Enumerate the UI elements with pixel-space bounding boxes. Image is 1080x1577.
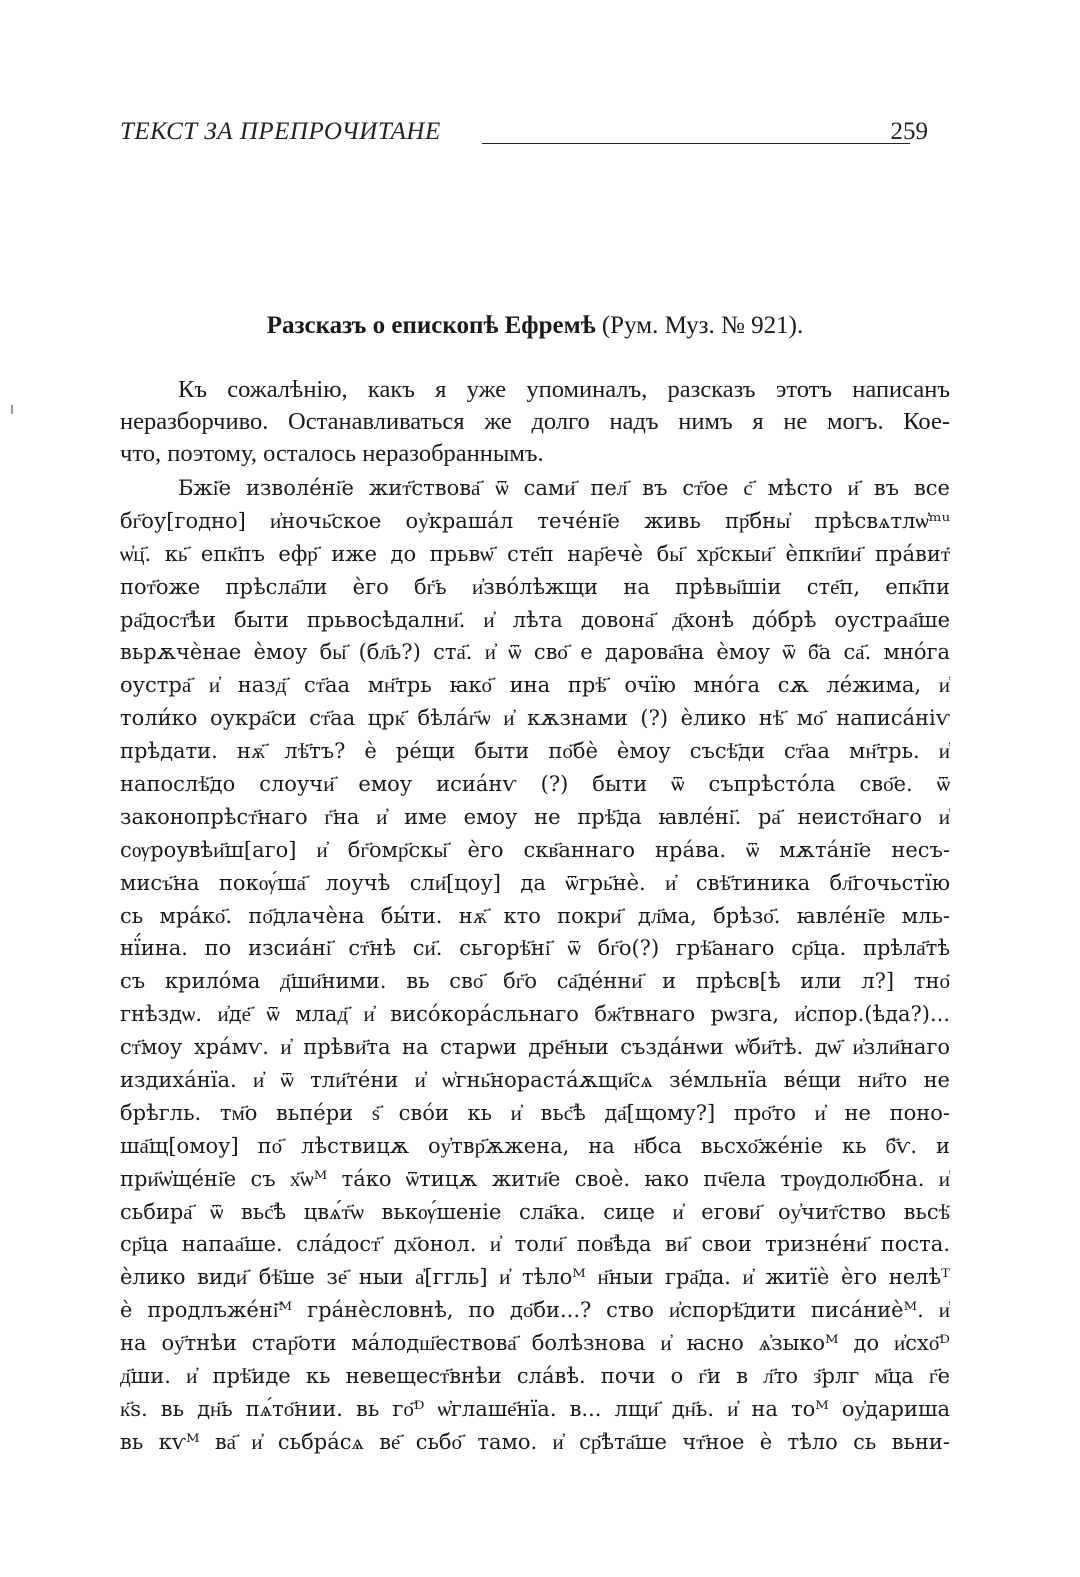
- slavonic-text: [120, 472, 950, 1459]
- heading-title: Разсказъ о епископѣ Ефремѣ: [266, 312, 596, 339]
- text-line: сѹроувѣи҃ш[аго] и҆ бг҃омр҃скы҃ ѐго скв҃аннаго нра́ва. ѿ мѫта́ні҃е несъ-: [120, 837, 950, 862]
- text-line: к҃ѕ. вь дн҃ь пѧ́то҃нии. вь го҃ᴰ ѡ҆глаше҃нїа. в... лщи҃ дн҃ь. и҆ на тоᴹ оу҆дариша: [120, 1396, 950, 1421]
- page-number: 259: [890, 118, 928, 145]
- text-line: пот҃оже прѣсла҃ли ѐго бг҃ь и҆зво́лѣжщи на прѣвы҃шіи сте҃п, епк҃пи: [120, 574, 950, 599]
- text-line: напослѣ҃до слоучи҃ емоу исиа́нѵ (?) быти ѿ съпрѣсто́ла сво҃е. ѿ: [120, 772, 950, 797]
- text-line: издиха́нїа. и҆ ѿ тли҃те́ни и҆ ѡ҆гнь҃нораста́ѫщи҃сѧ зе́мльнїа ве́щи ни҃то не: [120, 1068, 950, 1093]
- text-line: мисъ҃на покѹ́ша҃ лоучѣ сли҃[цоу] да ѿгрь҃нѐ. и҆ свѣ҃тиника бл҃гочьстїю: [120, 870, 950, 895]
- text-line: вьрѫчѐнае ѐмоу бы҃ (бл҃ь?) ста҃. и҆ ѿ сво҃ е дарова҃на ѐмоу ѿ б҃а са҃. мно́га: [120, 640, 950, 665]
- text-line: вь кѵᴹ ва҃ и҆ сьбра́сѧ ве҃ сьбо҃ тамо. и҆ ср҃ѣта҃ше чт҃ное ѐ тѣло сь вьни-: [120, 1429, 950, 1454]
- text-line: съ крило́ма д҃ши҃ними. вь сво҃ бг҃о са҃де́нни҃ и прѣсв[ѣ или л?] тно҃: [120, 969, 950, 994]
- text-line: нї́ина. по изсиа́ні҃ ст҃нѣ си҃. сьгорѣ҃ні҃ ѿ бг҃о(?) грѣ҃анаго ср҃ца. прѣла҃тѣ: [120, 936, 950, 961]
- running-head-title: ТЕКСТ ЗА ПРЕПРОЧИТАНЕ: [120, 118, 441, 145]
- text-line: ша҃щ[омоу] по҃ лѣствицѫ оу҆твр҃ѫжена, на н҃бса вьсхо҃же́ніе кь б҃ѵ. и: [120, 1133, 950, 1158]
- text-line: ра҃дост҃ѣи быти прьвосѣдални҃. и҆ лѣта довона҃ д҃хонѣ до́брѣ оустраа҃ше: [120, 607, 950, 632]
- section-heading: [120, 312, 950, 340]
- text-line: ст҃моу хра́мѵ. и҆ прѣви҃та на старѡи дре҃ныи създа́нѡи ѡ҆би҃тѣ. дѡ҃ и҆зли҃наго: [120, 1035, 950, 1060]
- intro-line: что, поэтому, осталось неразобраннымъ.: [120, 440, 544, 467]
- text-line: толи́ко оукра҃си ст҃аа црк҃ бѣла́г҃ѡ и҆ кѫзнами (?) ѐлико нѣ҃ мо҃ написа́ніѵ: [120, 706, 950, 731]
- text-line: при҃ѡ҆ще́ні҃е съ х҃ѡᴹ та́ко ѿтицѫ жити҃е своѐ. ꙗко пч҃ела трѹдолю҃бна. и҆: [120, 1166, 950, 1191]
- text-line: сь мра́ко҃. по҃длачѐна бы́ти. нѫ҃ кто покри҃ дл҃ма, брѣзо҃. ꙗвле́ні҃е мль-: [120, 903, 950, 928]
- intro-line: Къ сожалѣнію, какъ я уже упоминалъ, разсказъ этотъ написанъ: [178, 376, 950, 403]
- text-line: оустра҃ и҆ назд҃ ст҃аа мн҃трь ꙗко҃ ина прѣ҃ очїю мно́га сѫ ле́жима, и҆: [120, 673, 950, 698]
- intro-line: неразборчиво. Останавливаться же долго надъ нимъ я не могъ. Кое-: [120, 408, 950, 435]
- text-line: сьбира҃ ѿ вьс҃ѣ цвѧ́т҃ѡ вькѹ́шеніе сла҃ка. сице и҆ егови҃ оу҆чит҃ство вьсѣ҃: [120, 1199, 950, 1224]
- text-line: гнѣздѡ. и҆де҃ ѿ млад҃ и҆ висо́кора́сльнаго бж҃твнаго рѡзга, и҆спор.(ѣда?)...: [120, 1002, 950, 1027]
- running-head: [120, 118, 950, 150]
- text-line: на оу҃тнѣи стар҃оти ма́лодш҃ествова҃ болѣзнова и҆ ꙗсно ѧ҆зыкоᴹ до и҆схо҃ᴰ: [120, 1331, 950, 1356]
- text-line: бг҃оу[годно] и҆ночь҃ское оу҆краша́л тече́ні҃е живь пр҃бны҆ прѣсвѧтлѡ҆ᵐᵘ: [120, 508, 950, 533]
- text-line: брѣгль. тм҃о вьпе́ри ѕ҃ сво́и кь и҆ вьс҃ѣ да҃[щому?] про҃то и҆ не поно-: [120, 1100, 950, 1125]
- text-line: д҃ши. и҆ прѣ҃иде кь невещест҃внѣи сла́вѣ. почи о г҃и в л҃то з҃рлг м҃ца г҃е: [120, 1364, 950, 1389]
- running-head-rule: [482, 143, 910, 144]
- text-line: ѐ продлъже́ні҃ᴹ гра́нѐсловнѣ, по до҃би...? ство и҆спорѣ҃дити писа́ниѐᴹ. и҆: [120, 1298, 950, 1323]
- text-line: законопрѣст҃наго г҃на и҆ име емоу не прѣ҃да ꙗвле́ні҃. ра҃ неисто҃наго и҆: [120, 804, 950, 829]
- text-line: ѐлико види҃ бѣ҃ше зе҃ ныи а҆[ггль] и҆ тѣлоᴹ н҃ныи гра҃да. и҆ житїѐ ѐго нелѣᵀ: [120, 1265, 950, 1290]
- text-line: прѣдати. нѫ҃ лѣ҃тъ? ѐ ре́щи быти по҃бѐ ѐмоу съсѣ҃ди ст҃аа мн҃трь. и҆: [120, 739, 950, 764]
- text-line: ср҃ца напаа҃ше. сла́дост҃ дх҃онол. и҆ толи҃ пов҃ѣда ви҃ свои тризне́ни҃ поста.: [120, 1232, 950, 1257]
- heading-source: (Рум. Муз. № 921).: [595, 312, 804, 339]
- text-line: Бжі҃е изволе́ні҃е жит҃ствова҃ ѿ сами҃ пел҃ въ ст҃ое с҃ мѣсто и҃ въ все: [178, 476, 950, 500]
- text-line: ѡ҆ц҃. кь҃ епк҃пъ ефр҃ иже до прьвѡ҃ сте҃п нар҃ечѐ бы҃ хр҃скыи҃ ѐпкп҃ии҃ пра́вит҃: [120, 541, 950, 566]
- intro-paragraph: [120, 374, 950, 470]
- margin-mark: [11, 405, 13, 414]
